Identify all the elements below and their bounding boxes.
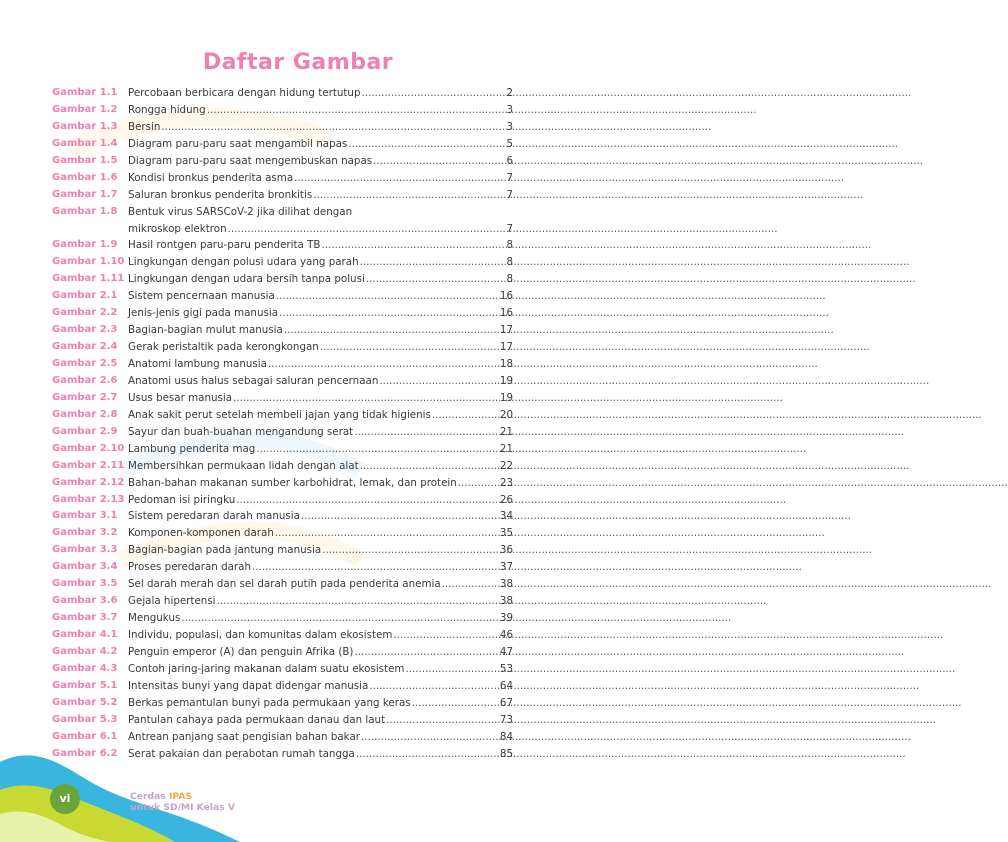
toc-row [52, 85, 517, 102]
figure-label: Gambar 1.4 [52, 137, 118, 149]
toc-row [52, 627, 517, 644]
toc-row [52, 508, 517, 525]
figure-label: Gambar 2.9 [52, 425, 118, 437]
figure-title: Kondisi bronkus penderita asma [128, 171, 294, 184]
figure-title: Hasil rontgen paru-paru penderita TB [128, 239, 321, 252]
figure-label: Gambar 5.2 [52, 696, 118, 708]
figure-label: Gambar 4.2 [52, 645, 118, 657]
figure-page-number: 47 [499, 645, 513, 658]
figure-title: Gejala hipertensi [128, 595, 216, 608]
figure-page-number: 16 [499, 307, 513, 320]
toc-row [52, 373, 517, 390]
toc-row [52, 187, 517, 204]
toc-row [52, 305, 517, 322]
figure-page-number: 21 [499, 425, 513, 438]
toc-row [52, 102, 517, 119]
dot-leader [320, 339, 870, 356]
figure-page-number: 34 [499, 510, 513, 523]
figure-title: Gerak peristaltik pada kerongkongan [128, 341, 319, 354]
figure-title: Antrean panjang saat pengisian bahan bakar [128, 730, 361, 743]
toc-row [52, 644, 517, 661]
toc-row [52, 593, 517, 610]
book-title [130, 791, 235, 813]
figure-page-number: 7 [506, 171, 513, 184]
figure-label: Gambar 1.5 [52, 154, 118, 166]
toc-row [52, 170, 517, 187]
dot-leader [252, 559, 802, 576]
dot-leader [354, 644, 904, 661]
dot-leader [279, 305, 829, 322]
dot-leader [361, 729, 911, 746]
figure-page-number: 67 [499, 696, 513, 709]
figure-label: Gambar 1.9 [52, 239, 118, 251]
dot-leader [369, 678, 919, 695]
figure-page-number: 3 [506, 103, 513, 116]
figure-label: Gambar 3.4 [52, 561, 118, 573]
figure-title: Usus besar manusia [128, 391, 233, 404]
toc-row [52, 119, 517, 136]
toc-row [52, 492, 517, 509]
toc-row [52, 542, 517, 559]
figure-label: Gambar 3.1 [52, 510, 118, 522]
figure-title-continued: mikroskop elektron [128, 222, 227, 235]
toc-row [52, 237, 517, 254]
figure-title: Diagram paru-paru saat mengembuskan napas [128, 154, 373, 167]
figure-label: Gambar 3.3 [52, 544, 118, 556]
figure-title: Sistem peredaran darah manusia [128, 510, 300, 523]
toc-row [52, 204, 517, 238]
figure-title: Proses peredaran darah [128, 561, 251, 574]
figure-page-number: 17 [499, 324, 513, 337]
book-subtitle: untuk SD/MI Kelas V [130, 802, 235, 813]
figure-title: Individu, populasi, dan komunitas dalam ekosistem [128, 629, 393, 642]
dot-leader [348, 136, 898, 153]
figure-label: Gambar 6.2 [52, 747, 118, 759]
figure-page-number: 38 [499, 595, 513, 608]
dot-leader [276, 288, 826, 305]
dot-leader [432, 407, 982, 424]
figure-page-number: 5 [506, 137, 513, 150]
dot-leader [322, 237, 872, 254]
figure-page-number: 8 [506, 239, 513, 252]
figure-title: Rongga hidung [128, 103, 206, 116]
figure-label: Gambar 2.12 [52, 476, 125, 488]
dot-leader [366, 271, 916, 288]
dot-leader [360, 254, 910, 271]
toc-row [52, 712, 517, 729]
figure-title: Diagram paru-paru saat mengambil napas [128, 137, 348, 150]
figure-title: Bentuk virus SARSCoV-2 jika dilihat dengan [128, 205, 353, 218]
figure-page-number: 85 [499, 747, 513, 760]
figure-label: Gambar 2.6 [52, 374, 118, 386]
figure-label: Gambar 2.4 [52, 341, 118, 353]
figure-label: Gambar 4.1 [52, 629, 118, 641]
figure-label: Gambar 1.11 [52, 273, 125, 285]
toc-row [52, 254, 517, 271]
toc-row [52, 661, 517, 678]
dot-leader [322, 542, 872, 559]
figure-page-number: 8 [506, 273, 513, 286]
figure-page-number: 37 [499, 561, 513, 574]
figure-title: Bersin [128, 120, 161, 133]
dot-leader [361, 85, 911, 102]
figure-label: Gambar 1.7 [52, 188, 118, 200]
figure-title: Komponen-komponen darah [128, 527, 274, 540]
figure-label: Gambar 2.5 [52, 358, 118, 370]
figure-label: Gambar 2.10 [52, 442, 125, 454]
figure-page-number: 36 [499, 544, 513, 557]
dot-leader [386, 712, 936, 729]
dot-leader [256, 441, 806, 458]
figure-page-number: 6 [506, 154, 513, 167]
figure-title: Mengukus [128, 612, 181, 625]
toc-row [52, 322, 517, 339]
figure-label: Gambar 5.3 [52, 713, 118, 725]
book-subject: IPAS [168, 791, 192, 802]
figure-label: Gambar 1.3 [52, 120, 118, 132]
toc-row [52, 407, 517, 424]
figure-label: Gambar 6.1 [52, 730, 118, 742]
figure-title: Anak sakit perut setelah membeli jajan yang tidak higienis [128, 408, 431, 421]
figure-label: Gambar 2.8 [52, 408, 118, 420]
figure-page-number: 19 [499, 391, 513, 404]
toc-row [52, 288, 517, 305]
figure-title: Sistem pencernaan manusia [128, 290, 275, 303]
figure-list [52, 85, 517, 763]
figure-page-number: 53 [499, 662, 513, 675]
dot-leader [207, 102, 757, 119]
figure-page-number: 26 [499, 493, 513, 506]
toc-row [52, 339, 517, 356]
dot-leader [373, 153, 923, 170]
figure-label: Gambar 2.3 [52, 324, 118, 336]
figure-page-number: 39 [499, 612, 513, 625]
dot-leader [275, 525, 825, 542]
figure-title: Penguin emperor (A) dan penguin Afrika (B) [128, 645, 354, 658]
page-number-badge: vi [50, 784, 80, 814]
figure-label: Gambar 1.1 [52, 87, 118, 98]
figure-page-number: 3 [506, 120, 513, 133]
figure-label: Gambar 5.1 [52, 679, 118, 691]
figure-page-number: 16 [499, 290, 513, 303]
figure-title: Percobaan berbicara dengan hidung tertutup [128, 87, 361, 99]
figure-page-number: 20 [499, 408, 513, 421]
figure-page-number: 22 [499, 459, 513, 472]
toc-row [52, 610, 517, 627]
figure-page-number: 17 [499, 341, 513, 354]
figure-label: Gambar 1.6 [52, 171, 118, 183]
figure-page-number: 38 [499, 578, 513, 591]
toc-row [52, 136, 517, 153]
figure-page-number: 18 [499, 358, 513, 371]
dot-leader [284, 322, 834, 339]
toc-row [52, 441, 517, 458]
dot-leader [181, 610, 731, 627]
figure-title: Lingkungan dengan udara bersih tanpa polusi [128, 273, 365, 286]
figure-label: Gambar 1.8 [52, 205, 118, 217]
book-brand: Cerdas [130, 791, 166, 802]
figure-title: Pedoman isi piringku [128, 493, 236, 506]
dot-leader [393, 627, 943, 644]
figure-page-number: 23 [499, 476, 513, 489]
figure-page-number: 19 [499, 374, 513, 387]
figure-page-number: 7 [506, 188, 513, 201]
figure-title: Pantulan cahaya pada permukaan danau dan laut [128, 713, 386, 726]
figure-title: Saluran bronkus penderita bronkitis [128, 188, 313, 201]
figure-page-number: 84 [499, 730, 513, 743]
toc-row [52, 271, 517, 288]
toc-row [52, 458, 517, 475]
dot-leader [360, 458, 910, 475]
figure-page-number: 73 [499, 713, 513, 726]
toc-row [52, 695, 517, 712]
figure-label: Gambar 3.5 [52, 578, 118, 590]
corner-decoration [0, 732, 240, 842]
toc-row [52, 356, 517, 373]
figure-page-number: 7 [506, 222, 513, 235]
figure-page-number: 46 [499, 629, 513, 642]
dot-leader [354, 424, 904, 441]
figure-page-number: 35 [499, 527, 513, 540]
dot-leader [313, 187, 863, 204]
figure-label: Gambar 4.3 [52, 662, 118, 674]
figure-title: Serat pakaian dan perabotan rumah tangga [128, 747, 355, 760]
figure-label: Gambar 2.1 [52, 290, 118, 302]
figure-label: Gambar 2.13 [52, 493, 125, 505]
dot-leader [161, 119, 711, 136]
figure-title: Anatomi lambung manusia [128, 358, 267, 371]
toc-row [52, 678, 517, 695]
figure-title: Sayur dan buah-buahan mengandung serat [128, 425, 354, 438]
dot-leader [458, 475, 1008, 492]
figure-label: Gambar 3.2 [52, 527, 118, 539]
figure-page-number: 64 [499, 679, 513, 692]
figure-title: Lingkungan dengan polusi udara yang parah [128, 256, 359, 269]
figure-label: Gambar 3.7 [52, 612, 118, 624]
dot-leader [294, 170, 844, 187]
figure-label: Gambar 2.11 [52, 459, 125, 471]
toc-row [52, 153, 517, 170]
toc-row [52, 525, 517, 542]
figure-title: Anatomi usus halus sebagai saluran pencernaan [128, 374, 379, 387]
figure-page-number: 21 [499, 442, 513, 455]
toc-row [52, 424, 517, 441]
figure-page-number: 2 [506, 87, 513, 99]
figure-label: Gambar 1.2 [52, 103, 118, 115]
figure-title: Intensitas bunyi yang dapat didengar manusia [128, 679, 369, 692]
figure-title: Bahan-bahan makanan sumber karbohidrat, lemak, dan protein [128, 476, 457, 489]
figure-label: Gambar 2.7 [52, 391, 118, 403]
figure-title: Bagian-bagian pada jantung manusia [128, 544, 322, 557]
toc-row [52, 390, 517, 407]
figure-title: Bagian-bagian mulut manusia [128, 324, 283, 337]
dot-leader [356, 746, 906, 763]
figure-title: Contoh jaring-jaring makanan dalam suatu ekosistem [128, 662, 405, 675]
figure-label: Gambar 2.2 [52, 307, 118, 319]
figure-label: Gambar 3.6 [52, 595, 118, 607]
toc-row [52, 475, 517, 492]
dot-leader [379, 373, 929, 390]
dot-leader [442, 576, 992, 593]
dot-leader [268, 356, 818, 373]
figure-page-number: 8 [506, 256, 513, 269]
toc-row [52, 559, 517, 576]
figure-title: Sel darah merah dan sel darah putih pada penderita anemia [128, 578, 441, 591]
toc-row [52, 576, 517, 593]
figure-title: Membersihkan permukaan lidah dengan alat [128, 459, 359, 472]
figure-title: Lambung penderita mag [128, 442, 256, 455]
page-title: Daftar Gambar [202, 50, 394, 75]
figure-label: Gambar 1.10 [52, 256, 125, 268]
dot-leader [301, 508, 851, 525]
figure-title: Jenis-jenis gigi pada manusia [128, 307, 279, 320]
figure-title: Berkas pemantulan bunyi pada permukaan yang keras [128, 696, 411, 709]
